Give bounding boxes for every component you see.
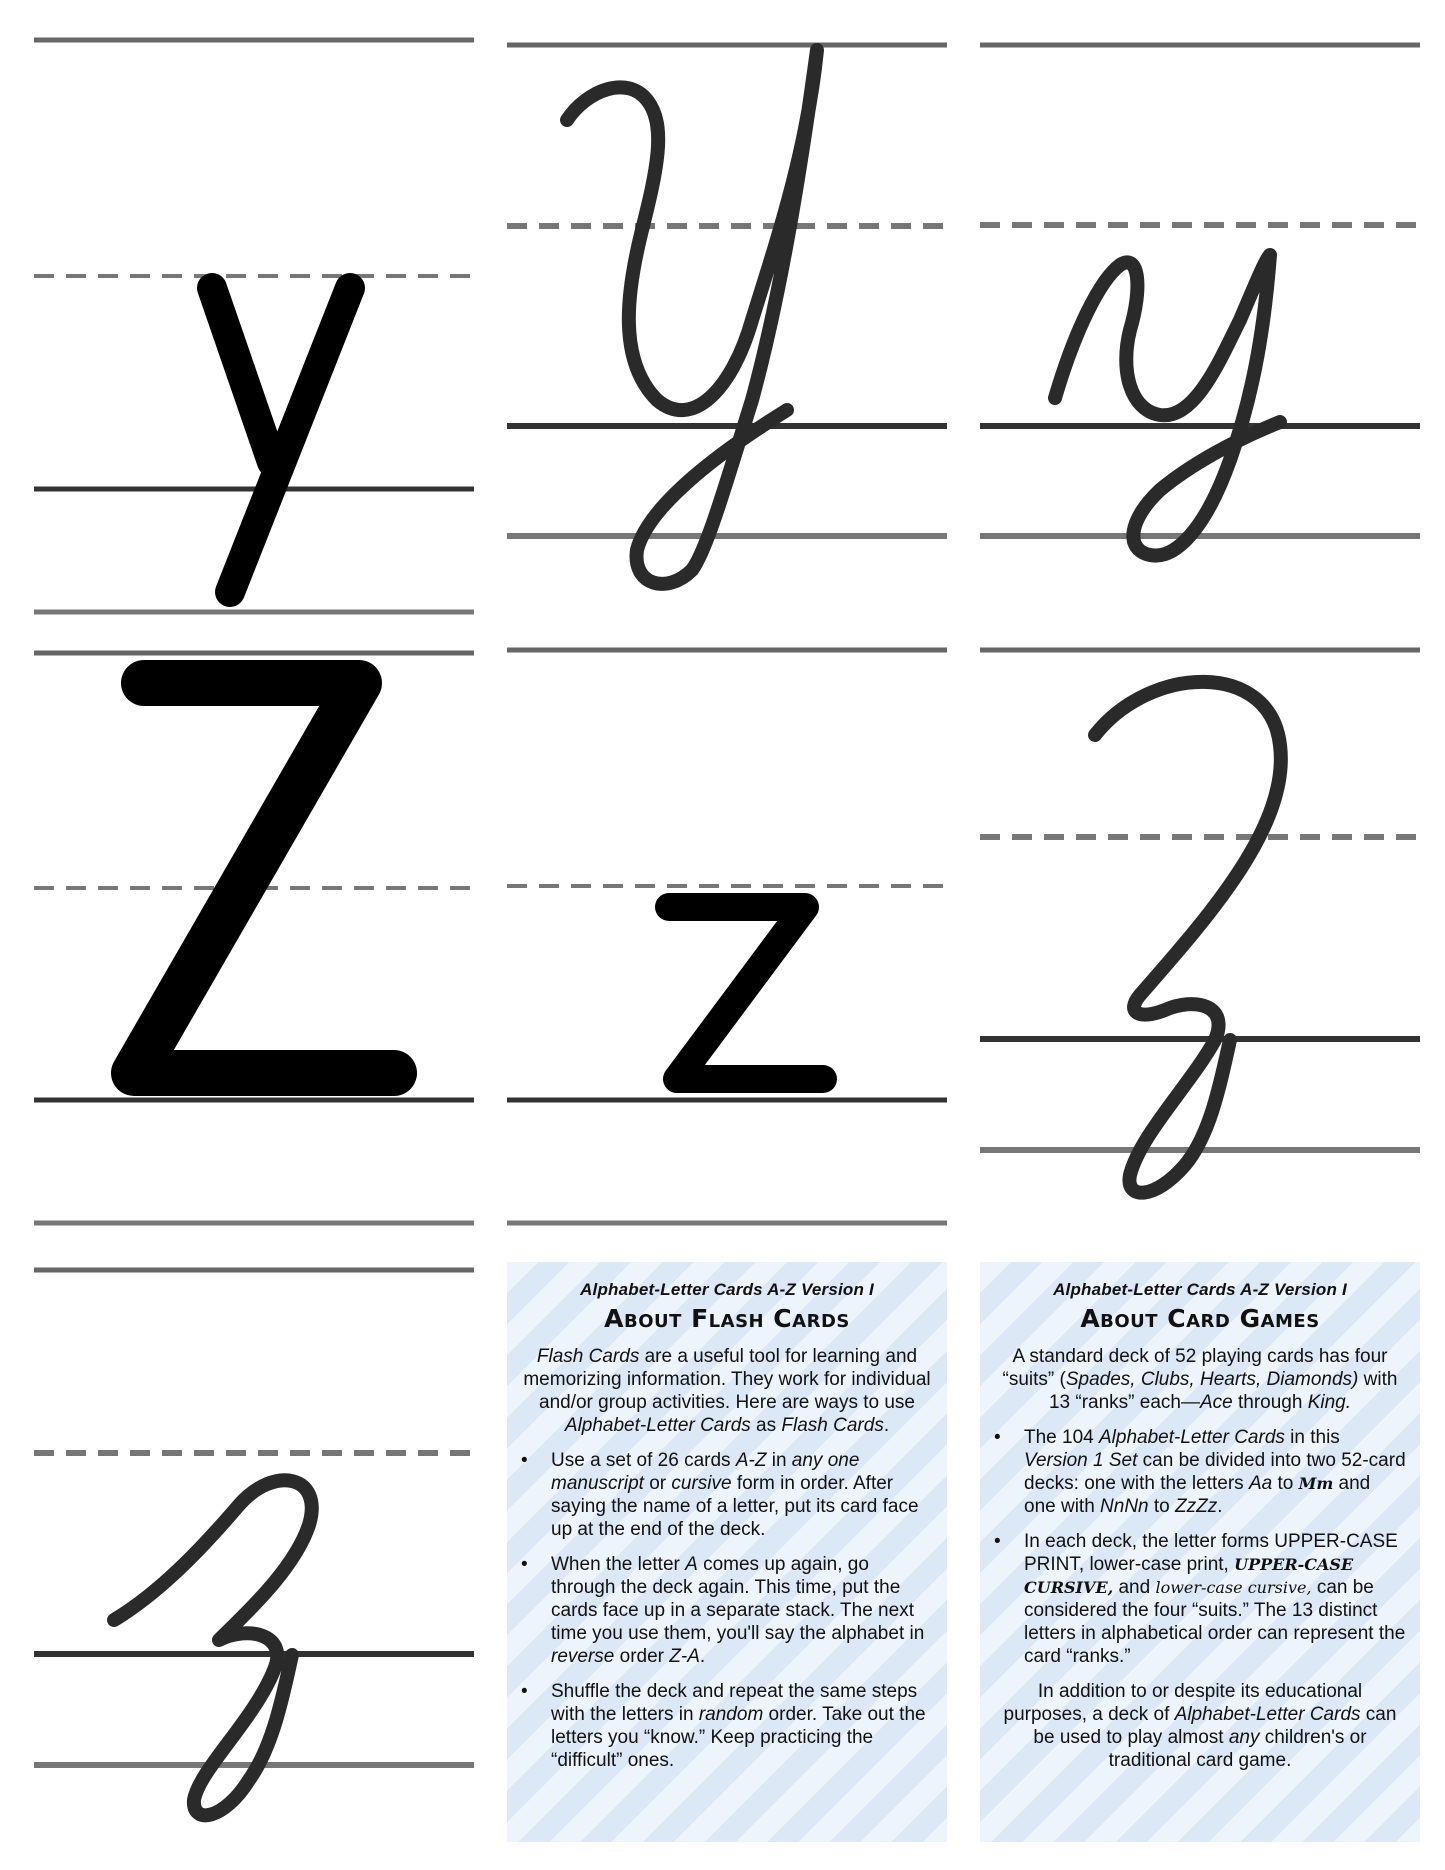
card-z-manuscript-uppercase xyxy=(34,645,474,1237)
info-card-flash-cards xyxy=(507,1262,947,1842)
card-y-cursive-lowercase xyxy=(980,30,1420,618)
card-heading: About Flash Cards xyxy=(604,1304,850,1333)
bullet-list xyxy=(521,1449,933,1772)
letter-glyph xyxy=(507,645,947,1237)
card-z-cursive-lowercase xyxy=(34,1260,474,1850)
intro-paragraph: A standard deck of 52 playing cards has four “suits” (Spades, Clubs, Hearts, Diamonds) with 13 “ranks” each—Ace through King. xyxy=(1002,1346,1398,1413)
letter-glyph xyxy=(34,30,474,618)
letter-glyph xyxy=(507,30,947,618)
card-heading: About Card Games xyxy=(1080,1304,1320,1333)
letter-glyph xyxy=(980,645,1420,1237)
outro-paragraph: In addition to or despite its educational purposes, a deck of Alphabet-Letter Cards can be used to play almost any children's or traditional card game. xyxy=(1003,1681,1397,1771)
bullet-list xyxy=(994,1426,1406,1668)
list-item: • Use a set of 26 cards A-Z in any one manuscript or cursive form in order. After saying the name of a letter, put its card face up at the end of the deck. xyxy=(551,1449,933,1541)
list-item: • In each deck, the letter forms UPPER-CASE PRINT, lower-case print, UPPER-CASE CURSIVE, and lower-case cursive, can be considered the four “suits.” The 13 distinct letters in alphabetical order can represent the card “ranks.” xyxy=(1024,1530,1406,1668)
card-y-manuscript-lowercase xyxy=(34,30,474,618)
letter-glyph xyxy=(34,1260,474,1850)
list-item: • The 104 Alphabet-Letter Cards in this Version 1 Set can be divided into two 52-card decks: one with the letters Aa to Mm and one with NnNn to ZzZz. xyxy=(1024,1426,1406,1518)
info-card-card-games xyxy=(980,1262,1420,1842)
series-title: Alphabet-Letter Cards A-Z Version I xyxy=(1053,1280,1347,1299)
card-y-cursive-uppercase xyxy=(507,30,947,618)
card-z-cursive-uppercase xyxy=(980,645,1420,1237)
letter-glyph xyxy=(34,645,474,1237)
list-item: • Shuffle the deck and repeat the same steps with the letters in random order. Take out the letters you “know.” Keep practicing the “difficult” ones. xyxy=(551,1680,933,1772)
card-z-manuscript-lowercase xyxy=(507,645,947,1237)
list-item: • When the letter A comes up again, go through the deck again. This time, put the cards face up in a separate stack. The next time you use them, you'll say the alphabet in reverse order Z-A. xyxy=(551,1553,933,1668)
intro-paragraph: Flash Cards are a useful tool for learning and memorizing information. They work for individual and/or group activities. Here are ways to use Alphabet-Letter Cards as Flash Cards. xyxy=(523,1346,931,1436)
series-title: Alphabet-Letter Cards A-Z Version I xyxy=(580,1280,874,1299)
letter-glyph xyxy=(980,30,1420,618)
